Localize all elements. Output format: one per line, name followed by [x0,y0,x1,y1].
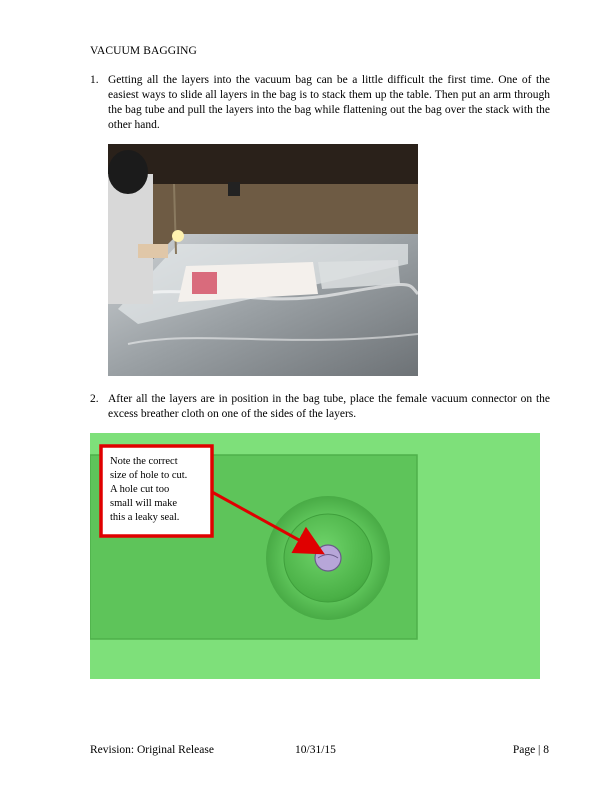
step-1 [90,73,550,133]
page-heading: VACUUM BAGGING [90,45,197,57]
callout-line: this a leaky seal. [110,512,180,523]
step-2 [90,392,550,422]
footer-revision: Revision: Original Release [90,744,214,756]
footer-date: 10/31/15 [295,744,336,756]
step-number: 2. [90,393,99,405]
footer-page-number: Page | 8 [512,744,549,756]
step-text: After all the layers are in position in the bag tube, place the female vacuum connector on the excess breather cloth on one of the sides of the layers. [108,393,550,420]
callout-line: A hole cut too [110,484,170,495]
vacuum-bag-photo [108,144,418,376]
connector-hole [315,545,341,571]
vacuum-connector-diagram [90,433,540,679]
step-number: 1. [90,74,99,86]
callout-line: Note the correct [110,456,178,467]
step-text: Getting all the layers into the vacuum bag can be a little difficult the first time. One of the easiest ways to slide all layers in the bag is to stack them up the table. Then put an arm through the bag tube and pull the layers into the bag while flattening out the bag over the stack with the other hand. [108,74,550,131]
callout-line: small will make [110,498,178,509]
callout-line: size of hole to cut. [110,470,188,481]
